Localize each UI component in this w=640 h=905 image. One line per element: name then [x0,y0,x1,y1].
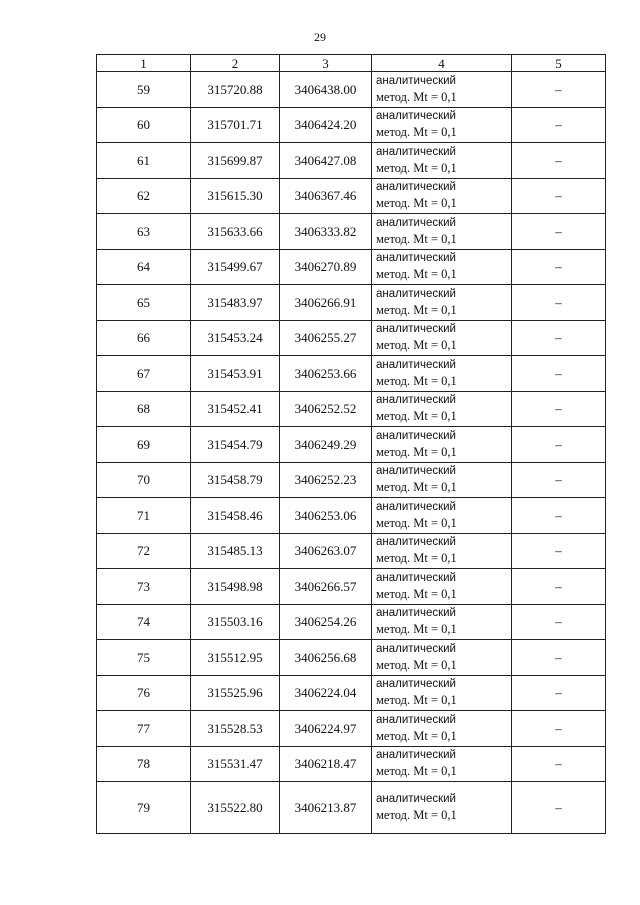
method-line-2: метод. Mt = 0,1 [376,267,457,282]
x-coordinate-cell: 315499.67 [191,249,280,285]
coordinates-table [96,54,606,834]
method-line-2: метод. Mt = 0,1 [376,373,457,388]
x-coordinate-cell: 315498.98 [191,569,280,605]
table-body [97,72,606,834]
col5-cell: – [512,391,606,427]
method-line-1: аналитический [376,181,456,194]
method-line-1: аналитический [376,713,456,726]
point-number-cell: 60 [97,107,191,143]
method-line-1: аналитический [376,216,456,229]
header-col-4: 4 [372,55,512,72]
col5-cell: – [512,285,606,321]
col5-cell: – [512,498,606,534]
x-coordinate-cell: 315453.24 [191,320,280,356]
table-row [97,391,606,427]
y-coordinate-cell: 3406263.07 [280,533,372,569]
x-coordinate-cell: 315720.88 [191,72,280,108]
point-number-cell: 64 [97,249,191,285]
method-line-2: метод. Mt = 0,1 [376,338,457,353]
header-col-1: 1 [97,55,191,72]
x-coordinate-cell: 315615.30 [191,178,280,214]
method-line-2: метод. Mt = 0,1 [376,409,457,424]
method-line-1: аналитический [376,287,456,300]
y-coordinate-cell: 3406266.57 [280,569,372,605]
col5-cell: – [512,107,606,143]
method-line-2: метод. Mt = 0,1 [376,515,457,530]
method-line-2: метод. Mt = 0,1 [376,728,457,743]
table-row [97,746,606,782]
y-coordinate-cell: 3406253.66 [280,356,372,392]
method-line-1: аналитический [376,607,456,620]
method-cell [372,640,512,676]
col5-cell: – [512,356,606,392]
method-line-2: метод. Mt = 0,1 [376,160,457,175]
col5-cell: – [512,72,606,108]
method-cell [372,746,512,782]
y-coordinate-cell: 3406367.46 [280,178,372,214]
x-coordinate-cell: 315528.53 [191,711,280,747]
x-coordinate-cell: 315452.41 [191,391,280,427]
y-coordinate-cell: 3406333.82 [280,214,372,250]
method-cell [372,249,512,285]
method-cell [372,285,512,321]
method-line-2: метод. Mt = 0,1 [376,231,457,246]
y-coordinate-cell: 3406224.97 [280,711,372,747]
table-row [97,711,606,747]
table-row [97,285,606,321]
method-line-1: аналитический [376,429,456,442]
method-cell [372,143,512,179]
col5-cell: – [512,143,606,179]
y-coordinate-cell: 3406224.04 [280,675,372,711]
point-number-cell: 66 [97,320,191,356]
method-cell [372,107,512,143]
point-number-cell: 59 [97,72,191,108]
method-line-1: аналитический [376,145,456,158]
method-line-1: аналитический [376,536,456,549]
method-line-1: аналитический [376,642,456,655]
point-number-cell: 71 [97,498,191,534]
col5-cell: – [512,427,606,463]
point-number-cell: 62 [97,178,191,214]
table-row [97,72,606,108]
point-number-cell: 76 [97,675,191,711]
method-line-1: аналитический [376,749,456,762]
method-line-1: аналитический [376,74,456,87]
col5-cell: – [512,249,606,285]
table-row [97,249,606,285]
table-row [97,533,606,569]
table-row [97,107,606,143]
x-coordinate-cell: 315701.71 [191,107,280,143]
point-number-cell: 63 [97,214,191,250]
table-row [97,178,606,214]
table-row [97,675,606,711]
x-coordinate-cell: 315522.80 [191,782,280,834]
point-number-cell: 67 [97,356,191,392]
table-row [97,604,606,640]
header-col-2: 2 [191,55,280,72]
method-cell [372,533,512,569]
method-cell [372,427,512,463]
col5-cell: – [512,320,606,356]
method-line-1: аналитический [376,500,456,513]
method-line-2: метод. Mt = 0,1 [376,302,457,317]
table-row [97,569,606,605]
y-coordinate-cell: 3406213.87 [280,782,372,834]
y-coordinate-cell: 3406270.89 [280,249,372,285]
method-cell [372,178,512,214]
method-line-1: аналитический [376,571,456,584]
method-line-1: аналитический [376,792,456,805]
method-line-2: метод. Mt = 0,1 [376,444,457,459]
method-cell [372,604,512,640]
col5-cell: – [512,711,606,747]
y-coordinate-cell: 3406266.91 [280,285,372,321]
x-coordinate-cell: 315699.87 [191,143,280,179]
method-cell [372,462,512,498]
method-line-2: метод. Mt = 0,1 [376,196,457,211]
header-col-3: 3 [280,55,372,72]
table-row [97,427,606,463]
method-line-1: аналитический [376,110,456,123]
point-number-cell: 61 [97,143,191,179]
method-line-2: метод. Mt = 0,1 [376,480,457,495]
point-number-cell: 75 [97,640,191,676]
page-number: 29 [314,30,326,44]
method-line-2: метод. Mt = 0,1 [376,622,457,637]
y-coordinate-cell: 3406249.29 [280,427,372,463]
point-number-cell: 68 [97,391,191,427]
point-number-cell: 70 [97,462,191,498]
x-coordinate-cell: 315458.79 [191,462,280,498]
point-number-cell: 69 [97,427,191,463]
y-coordinate-cell: 3406252.23 [280,462,372,498]
table-row [97,143,606,179]
method-line-2: метод. Mt = 0,1 [376,551,457,566]
method-cell [372,320,512,356]
point-number-cell: 79 [97,782,191,834]
header-col-5: 5 [512,55,606,72]
y-coordinate-cell: 3406256.68 [280,640,372,676]
x-coordinate-cell: 315483.97 [191,285,280,321]
method-line-2: метод. Mt = 0,1 [376,764,457,779]
point-number-cell: 65 [97,285,191,321]
col5-cell: – [512,533,606,569]
point-number-cell: 73 [97,569,191,605]
x-coordinate-cell: 315503.16 [191,604,280,640]
table-header-row [97,55,606,72]
table-row [97,214,606,250]
method-line-2: метод. Mt = 0,1 [376,586,457,601]
col5-cell: – [512,640,606,676]
col5-cell: – [512,214,606,250]
method-line-2: метод. Mt = 0,1 [376,125,457,140]
point-number-cell: 77 [97,711,191,747]
point-number-cell: 74 [97,604,191,640]
y-coordinate-cell: 3406218.47 [280,746,372,782]
method-cell [372,391,512,427]
method-cell [372,782,512,834]
table-row [97,462,606,498]
y-coordinate-cell: 3406424.20 [280,107,372,143]
col5-cell: – [512,569,606,605]
x-coordinate-cell: 315633.66 [191,214,280,250]
table-row [97,782,606,834]
table-row [97,356,606,392]
method-cell [372,675,512,711]
y-coordinate-cell: 3406252.52 [280,391,372,427]
col5-cell: – [512,178,606,214]
method-line-2: метод. Mt = 0,1 [376,657,457,672]
point-number-cell: 72 [97,533,191,569]
method-cell [372,711,512,747]
y-coordinate-cell: 3406253.06 [280,498,372,534]
x-coordinate-cell: 315453.91 [191,356,280,392]
method-cell [372,214,512,250]
method-line-1: аналитический [376,358,456,371]
point-number-cell: 78 [97,746,191,782]
method-cell [372,569,512,605]
x-coordinate-cell: 315485.13 [191,533,280,569]
col5-cell: – [512,675,606,711]
x-coordinate-cell: 315454.79 [191,427,280,463]
method-cell [372,356,512,392]
method-line-1: аналитический [376,252,456,265]
x-coordinate-cell: 315458.46 [191,498,280,534]
method-line-2: метод. Mt = 0,1 [376,693,457,708]
x-coordinate-cell: 315531.47 [191,746,280,782]
col5-cell: – [512,782,606,834]
table-row [97,640,606,676]
method-line-1: аналитический [376,678,456,691]
method-line-1: аналитический [376,394,456,407]
method-line-1: аналитический [376,323,456,336]
col5-cell: – [512,604,606,640]
table-row [97,320,606,356]
method-line-2: метод. Mt = 0,1 [376,807,457,822]
col5-cell: – [512,746,606,782]
y-coordinate-cell: 3406438.00 [280,72,372,108]
y-coordinate-cell: 3406254.26 [280,604,372,640]
x-coordinate-cell: 315525.96 [191,675,280,711]
x-coordinate-cell: 315512.95 [191,640,280,676]
table-row [97,498,606,534]
method-cell [372,498,512,534]
col5-cell: – [512,462,606,498]
y-coordinate-cell: 3406255.27 [280,320,372,356]
method-cell [372,72,512,108]
y-coordinate-cell: 3406427.08 [280,143,372,179]
method-line-2: метод. Mt = 0,1 [376,89,457,104]
method-line-1: аналитический [376,465,456,478]
